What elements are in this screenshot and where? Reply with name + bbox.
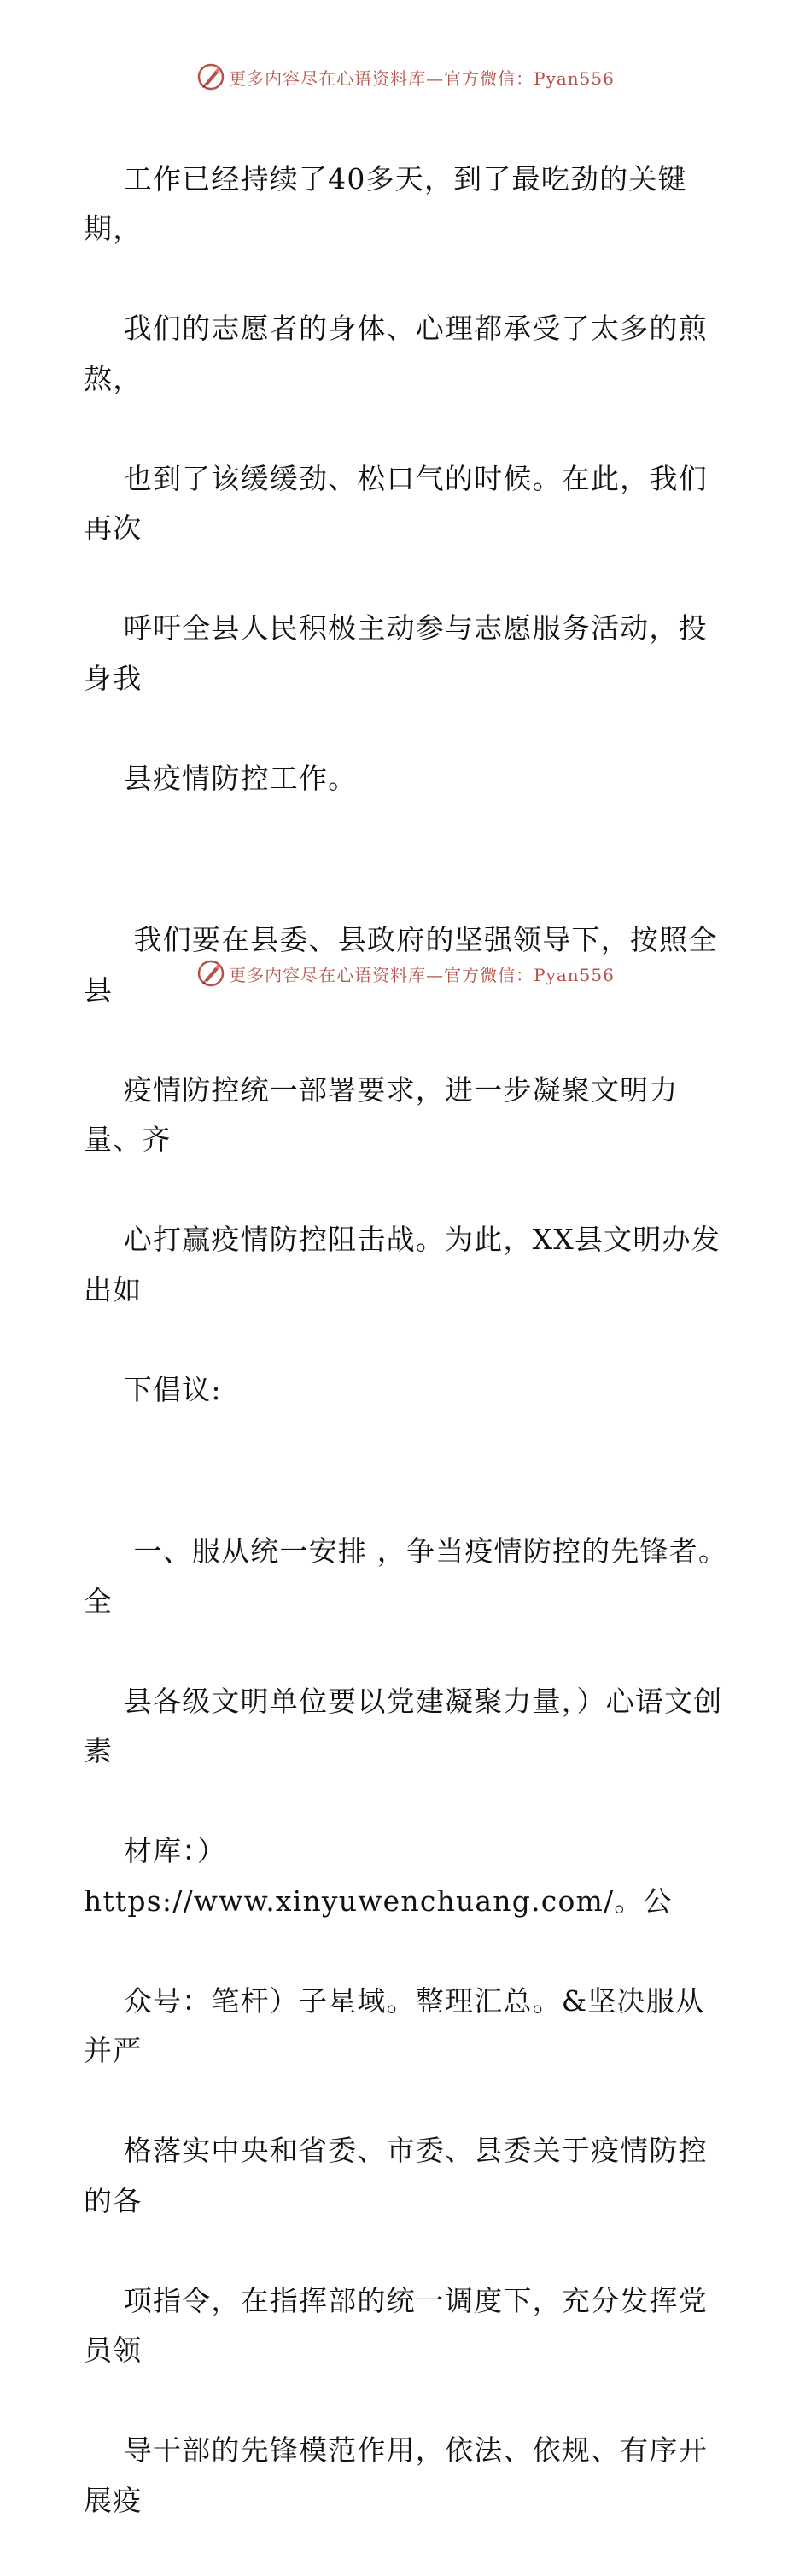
- text-line: 呼吁全县人民积极主动参与志愿服务活动，投身我: [84, 611, 708, 695]
- paragraph: [84, 104, 732, 854]
- text-line: 县疫情防控工作。: [123, 761, 358, 795]
- text-line: 导干部的先锋模范作用，依法、依规、有序开展疫: [84, 2433, 708, 2517]
- text-line: 疫情防控统一部署要求，进一步凝聚文明力量、齐: [84, 1072, 679, 1156]
- text-line: 下倡议:: [123, 1372, 222, 1406]
- text-line: 也到了该缓缓劲、松口气的时候。在此，我们再次: [84, 461, 708, 545]
- document-body: [84, 104, 732, 2576]
- text-line: 县各级文明单位要以党建凝聚力量，）心语文创素: [84, 1684, 723, 1767]
- text-line: 众号：笔杆）子星域。整理汇总。&坚决服从并严: [84, 1983, 705, 2067]
- text-line: 心打赢疫情防控阻击战。为此，XX县文明办发出如: [84, 1223, 721, 1306]
- text-line: 我们的志愿者的身体、心理都承受了太多的煎熬，: [84, 312, 708, 395]
- watermark-text: 更多内容尽在心语资料库—官方微信：Pyan556: [229, 964, 615, 985]
- text-line: 工作已经持续了40多天，到了最吃劲的关键期，: [84, 161, 687, 245]
- paragraph: [84, 1477, 732, 2576]
- footer-watermark: [0, 956, 811, 990]
- header-watermark: [0, 60, 811, 94]
- text-line: 材库：）https://www.xinyuwenchuang.com/。公: [84, 1834, 673, 1918]
- paragraph: [84, 866, 732, 1465]
- text-line: 一、服从统一安排 ，争当疫情防控的先锋者。全: [84, 1534, 728, 1618]
- text-line: 项指令，在指挥部的统一调度下，充分发挥党员领: [84, 2283, 708, 2367]
- text-line: 我们要在县委、县政府的坚强领导下，按照全县: [84, 923, 718, 1007]
- text-line: 格落实中央和省委、市委、县委关于疫情防控的各: [84, 2134, 708, 2217]
- quill-pen-circle-icon: [196, 62, 225, 91]
- quill-pen-circle-icon: [196, 959, 225, 988]
- watermark-text: 更多内容尽在心语资料库—官方微信：Pyan556: [229, 67, 615, 89]
